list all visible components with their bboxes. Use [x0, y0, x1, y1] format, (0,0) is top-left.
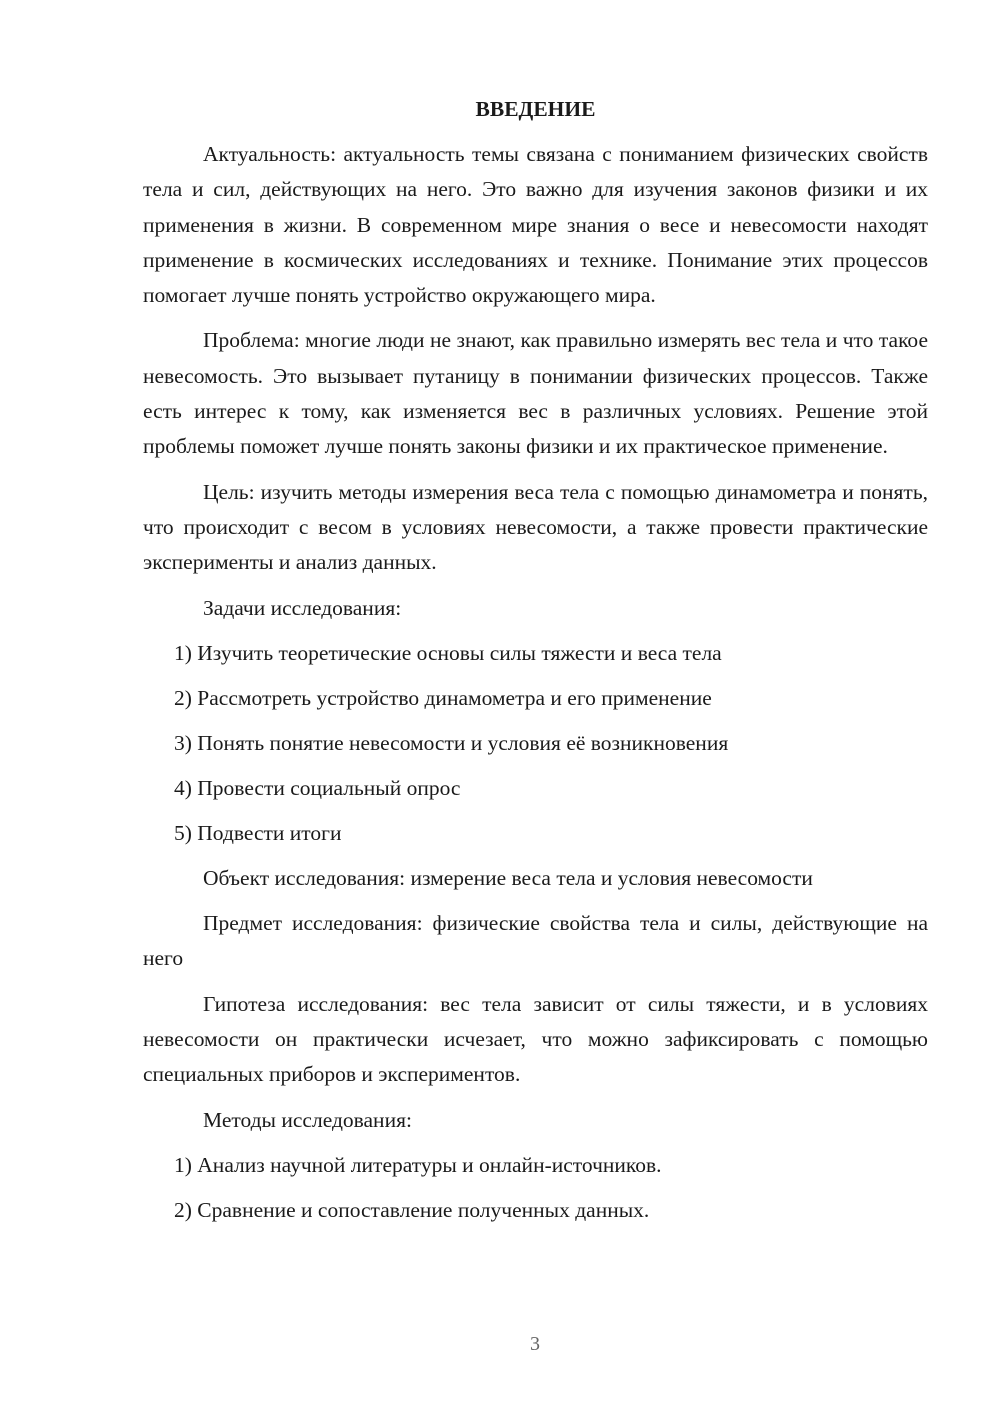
- page-content: [143, 92, 928, 1228]
- list-item: 5) Подвести итоги: [174, 820, 342, 845]
- methods-list: [143, 1148, 928, 1228]
- list-item: 4) Провести социальный опрос: [174, 775, 461, 800]
- problem-paragraph: Проблема: многие люди не знают, как правильно измерять вес тела и что такое невесомость. Это вызывает путаницу в понимании физических процессов. Также есть интерес к тому, как изменяется вес в различных условиях. Решение этой проблемы поможет лучше понять законы физики и их практическое применение.: [143, 328, 928, 459]
- list-item: 3) Понять понятие невесомости и условия её возникновения: [174, 730, 729, 755]
- object-paragraph: Объект исследования: измерение веса тела и условия невесомости: [203, 865, 813, 890]
- list-item: 1) Анализ научной литературы и онлайн-источников.: [174, 1152, 662, 1177]
- list-item: 1) Изучить теоретические основы силы тяжести и веса тела: [174, 640, 722, 665]
- section-title: ВВЕДЕНИЕ: [475, 97, 596, 121]
- subject-paragraph: Предмет исследования: физические свойства тела и силы, действующие на него: [143, 911, 928, 971]
- page-number: 3: [530, 1333, 540, 1355]
- list-item: 2) Сравнение и сопоставление полученных данных.: [174, 1197, 650, 1222]
- tasks-list: [143, 636, 928, 851]
- relevance-paragraph: Актуальность: актуальность темы связана с пониманием физических свойств тела и сил, действующих на него. Это важно для изучения законов физики и их применения в жизни. В современном мире знания о весе и невесомости находят применение в космических исследованиях и технике. Понимание этих процессов помогает лучше понять устройство окружающего мира.: [143, 142, 928, 308]
- list-item: 2) Рассмотреть устройство динамометра и его применение: [174, 685, 712, 710]
- tasks-heading: Задачи исследования:: [203, 595, 402, 620]
- hypothesis-paragraph: Гипотеза исследования: вес тела зависит от силы тяжести, и в условиях невесомости он практически исчезает, что можно зафиксировать с помощью специальных приборов и экспериментов.: [143, 991, 928, 1087]
- methods-heading: Методы исследования:: [203, 1107, 412, 1132]
- goal-paragraph: Цель: изучить методы измерения веса тела с помощью динамометра и понять, что происходит с весом в условиях невесомости, а также провести практические эксперименты и анализ данных.: [143, 479, 928, 575]
